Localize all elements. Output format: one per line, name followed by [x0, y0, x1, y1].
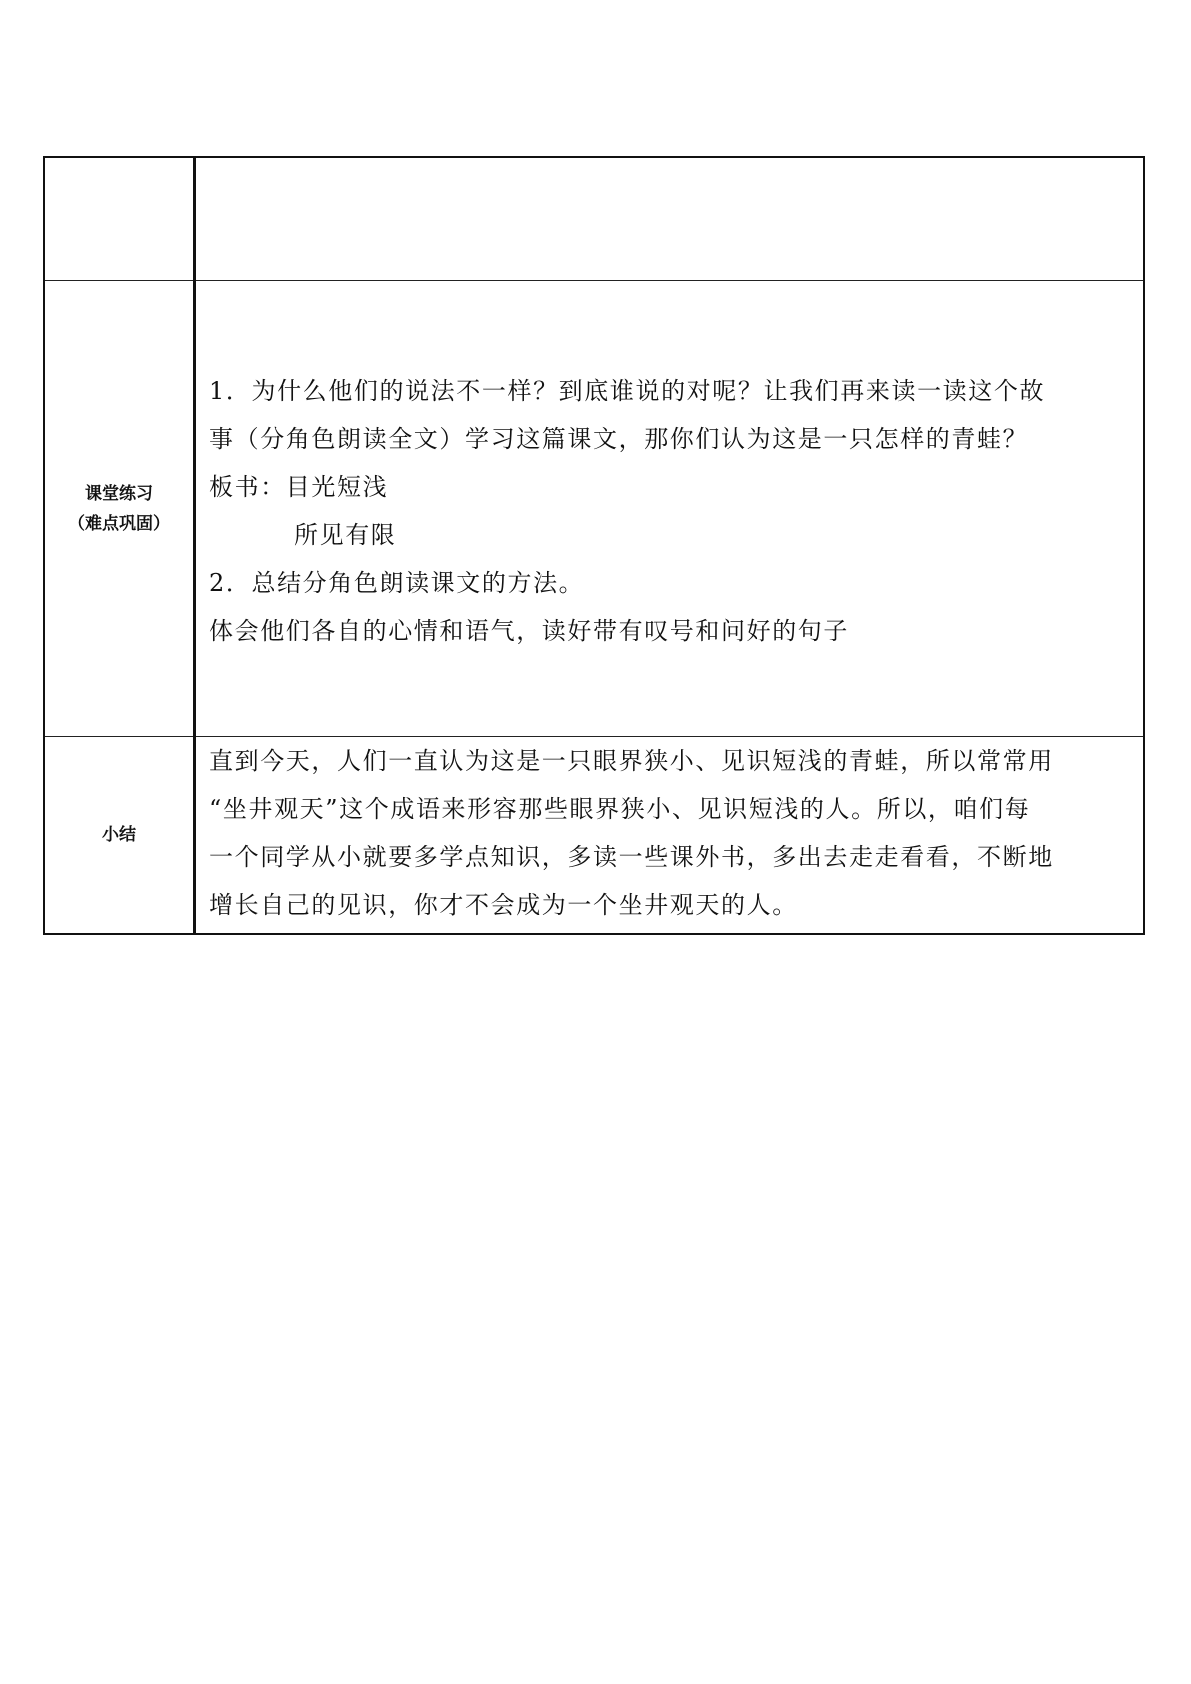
summary-content-cell: [195, 737, 1145, 935]
summary-line: 一个同学从小就要多学点知识，多读一些课外书，多出去走走看看，不断地: [209, 843, 1054, 871]
summary-line: 增长自己的见识，你才不会成为一个坐井观天的人。: [209, 891, 798, 919]
summary-line: 直到今天，人们一直认为这是一只眼界狭小、见识短浅的青蛙，所以常常用: [209, 747, 1054, 775]
board-notes-line: 所见有限: [294, 520, 397, 549]
practice-label-title: 课堂练习: [85, 483, 153, 504]
practice-line: 事（分角色朗读全文）学习这篇课文，那你们认为这是一只怎样的青蛙？: [209, 424, 1029, 453]
practice-content: [196, 363, 1143, 655]
practice-label-subtitle: （难点巩固）: [68, 513, 170, 534]
blank-label-cell: [44, 157, 195, 281]
blank-content-cell: [195, 157, 1145, 281]
summary-line: “坐井观天”这个成语来形容那些眼界狭小、见识短浅的人。所以，咱们每: [209, 795, 1031, 823]
table-row-blank: [44, 157, 1144, 281]
summary-content: [196, 737, 1143, 929]
practice-line: 2．总结分角色朗读课文的方法。: [209, 568, 585, 597]
practice-line: 体会他们各自的心情和语气，读好带有叹号和问好的句子: [209, 616, 849, 645]
table-row-practice: [44, 281, 1144, 737]
practice-label-cell: [44, 281, 195, 737]
summary-label-cell: 小结: [44, 737, 195, 935]
practice-content-cell: [195, 281, 1145, 737]
practice-line: 1．为什么他们的说法不一样？到底谁说的对呢？让我们再来读一读这个故: [209, 376, 1046, 405]
board-notes-line: 板书：目光短浅: [209, 472, 389, 501]
lesson-plan-table: [43, 156, 1145, 935]
table-row-summary: [44, 737, 1144, 935]
